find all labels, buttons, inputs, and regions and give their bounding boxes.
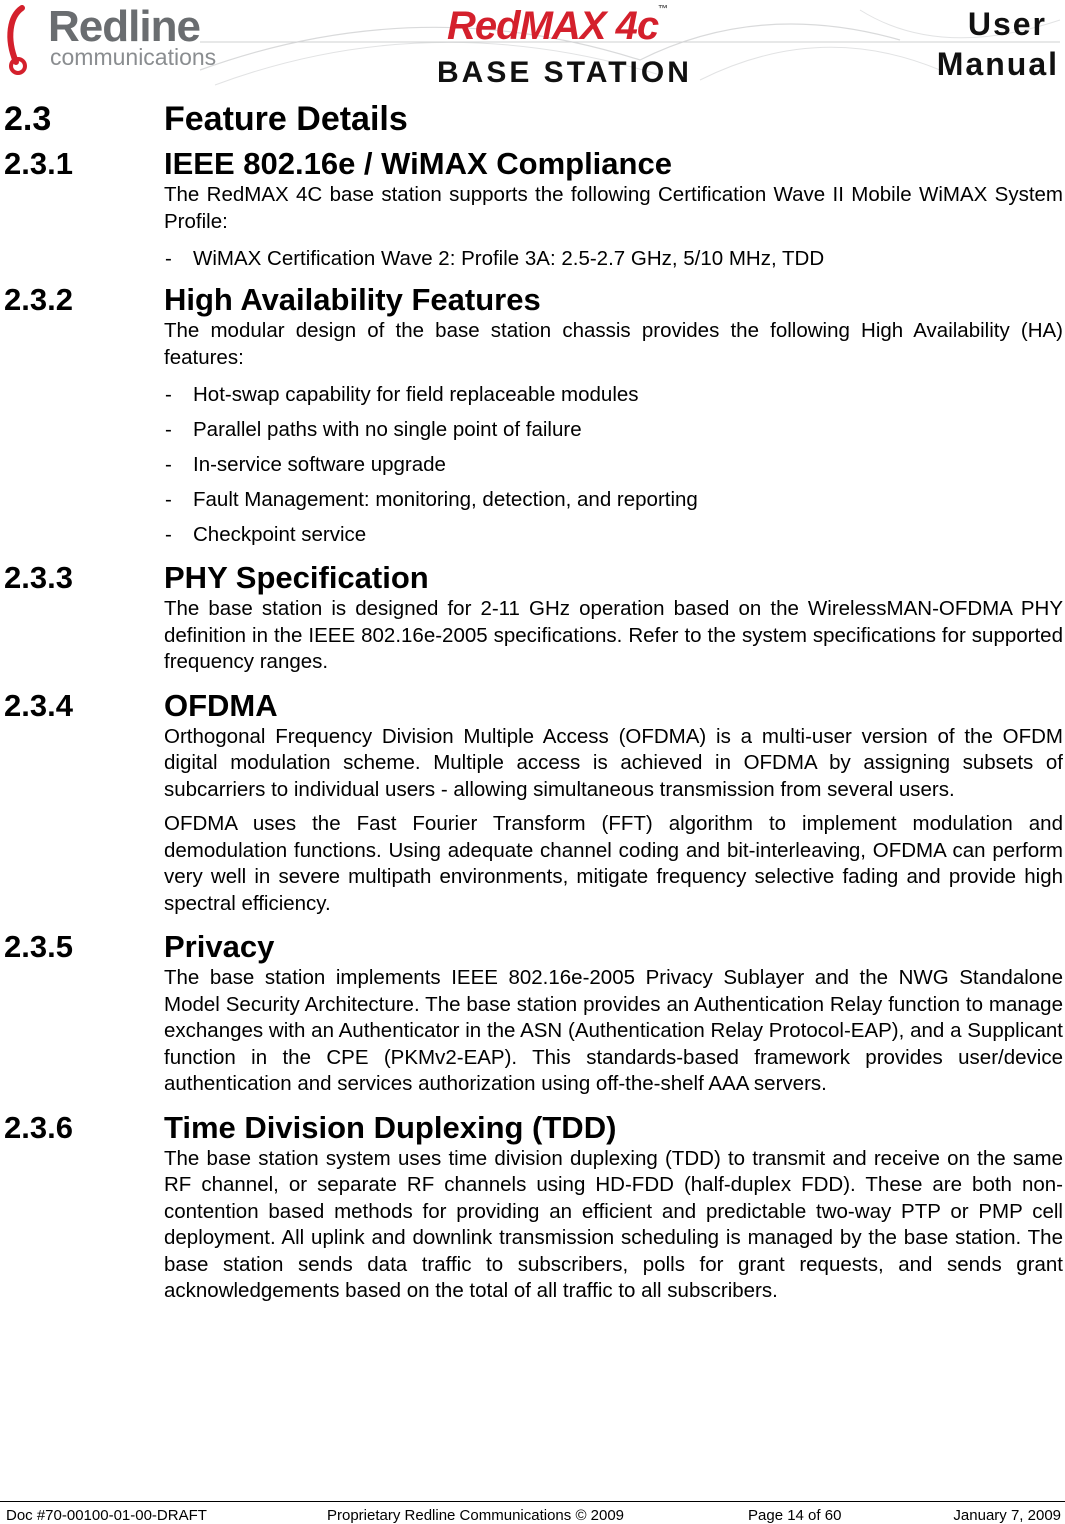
subsection-body (164, 724, 1063, 918)
paragraph: Orthogonal Frequency Division Multiple Access (OFDMA) is a multi-user version of the OFDM digital modulation scheme. Multiple access is achieved in OFDMA by assigning subsets of subcarriers to individual users - allowing simultaneous transmission from several users. (164, 724, 1063, 801)
paragraph: The RedMAX 4C base station supports the following Certification Wave II Mobile WiMAX System Profile: (164, 183, 1063, 233)
subsection-number: 2.3.2 (4, 282, 73, 317)
footer-copyright: Proprietary Redline Communications © 2009 (327, 1507, 625, 1524)
subsection-heading (0, 688, 1065, 724)
paragraph: OFDMA uses the Fast Fourier Transform (FFT) algorithm to implement modulation and demodulation functions. Using adequate channel coding and bit-interleaving, OFDMA can perform very well in severe multipath environments, mitigate frequency selective fading and provide high spectral efficiency. (164, 812, 1063, 915)
subsection-number: 2.3.6 (4, 1109, 73, 1145)
subsection-number: 2.3.4 (4, 687, 73, 723)
manual-title (937, 4, 1059, 84)
section-heading (0, 96, 1065, 142)
subsection-heading (0, 1110, 1065, 1146)
subsection-heading (0, 282, 1065, 318)
subsection-body (164, 965, 1063, 1098)
subsection-title: Time Division Duplexing (TDD) (164, 1109, 617, 1145)
list-item: - In-service software upgrade (164, 447, 1063, 482)
subsection-title: IEEE 802.16e / WiMAX Compliance (164, 146, 672, 181)
section-number: 2.3 (4, 100, 52, 138)
product-logo (447, 4, 667, 49)
subsection-title: PHY Specification (164, 560, 429, 595)
subsection-heading (0, 929, 1065, 965)
list-item: - WiMAX Certification Wave 2: Profile 3A: 2.5-2.7 GHz, 5/10 MHz, TDD (164, 241, 1063, 276)
document-body (0, 96, 1065, 1305)
list-item: - Fault Management: monitoring, detection, and reporting (164, 482, 1063, 517)
subsection-title: Privacy (164, 929, 275, 964)
brand-subtitle: communications (50, 44, 217, 70)
footer-date: January 7, 2009 (953, 1507, 1061, 1524)
redline-logo-icon (2, 2, 52, 76)
product-logo-text: RedMAX 4c (447, 4, 659, 48)
paragraph: The modular design of the base station chassis provides the following High Availability (HA) features: (164, 319, 1063, 369)
subsection-title: OFDMA (164, 687, 278, 723)
list-item: - Checkpoint service (164, 517, 1063, 552)
paragraph: The base station system uses time division duplexing (TDD) to transmit and receive on the same RF channel, or separate RF channels using HD-FDD (half-duplex FDD). These are both non-contention based methods for providing an efficient and predictable two-way PTP or PMP cell deployment. All uplink and downlink transmission scheduling is managed by the base station. The base station sends data traffic to subscribers, polls for grant requests, and sends grant acknowledgements based on the total of all traffic to all subscribers. (164, 1146, 1063, 1302)
footer-page-number: Page 14 of 60 (748, 1507, 842, 1524)
subsection-heading (0, 560, 1065, 596)
subsection-number: 2.3.3 (4, 560, 73, 595)
subsection-heading (0, 146, 1065, 182)
footer-doc-number: Doc #70-00100-01-00-DRAFT (6, 1507, 207, 1524)
paragraph: The base station is designed for 2-11 GHz operation based on the WirelessMAN-OFDMA PHY definition in the IEEE 802.16e-2005 specifications. Refer to the system specifications for supported frequency ranges. (164, 597, 1063, 673)
subsection-number: 2.3.1 (4, 146, 73, 181)
page-header (0, 0, 1065, 100)
list-item: - Hot-swap capability for field replaceable modules (164, 377, 1063, 412)
manual-title-line2: Manual (936, 46, 1059, 82)
manual-title-line1: User (967, 6, 1047, 42)
base-station-label: BASE STATION (437, 56, 692, 89)
paragraph: The base station implements IEEE 802.16e-2005 Privacy Sublayer and the NWG Standalone Model Security Architecture. The base station provides an Authentication Relay function to manage exchanges with an Authenticator in the ASN (Authentication Relay Protocol-EAP), and a Supplicant function in the CPE (PKMv2-EAP). This standards-based framework provides user/device authentication and services authorization using off-the-shelf AAA servers. (164, 966, 1063, 1095)
list-item: - Parallel paths with no single point of failure (164, 412, 1063, 447)
bullet-list (164, 377, 1063, 552)
subsection-body (164, 1146, 1063, 1305)
subsection-title: High Availability Features (164, 282, 541, 317)
bullet-list (164, 241, 1063, 276)
trademark-icon: ™ (658, 4, 668, 15)
subsection-body (164, 596, 1063, 676)
subsection-body (164, 318, 1063, 552)
section-title: Feature Details (164, 100, 408, 138)
brand-name: Redline (48, 2, 200, 51)
subsection-body (164, 182, 1063, 276)
subsection-number: 2.3.5 (4, 929, 73, 964)
page-footer (0, 1501, 1065, 1524)
